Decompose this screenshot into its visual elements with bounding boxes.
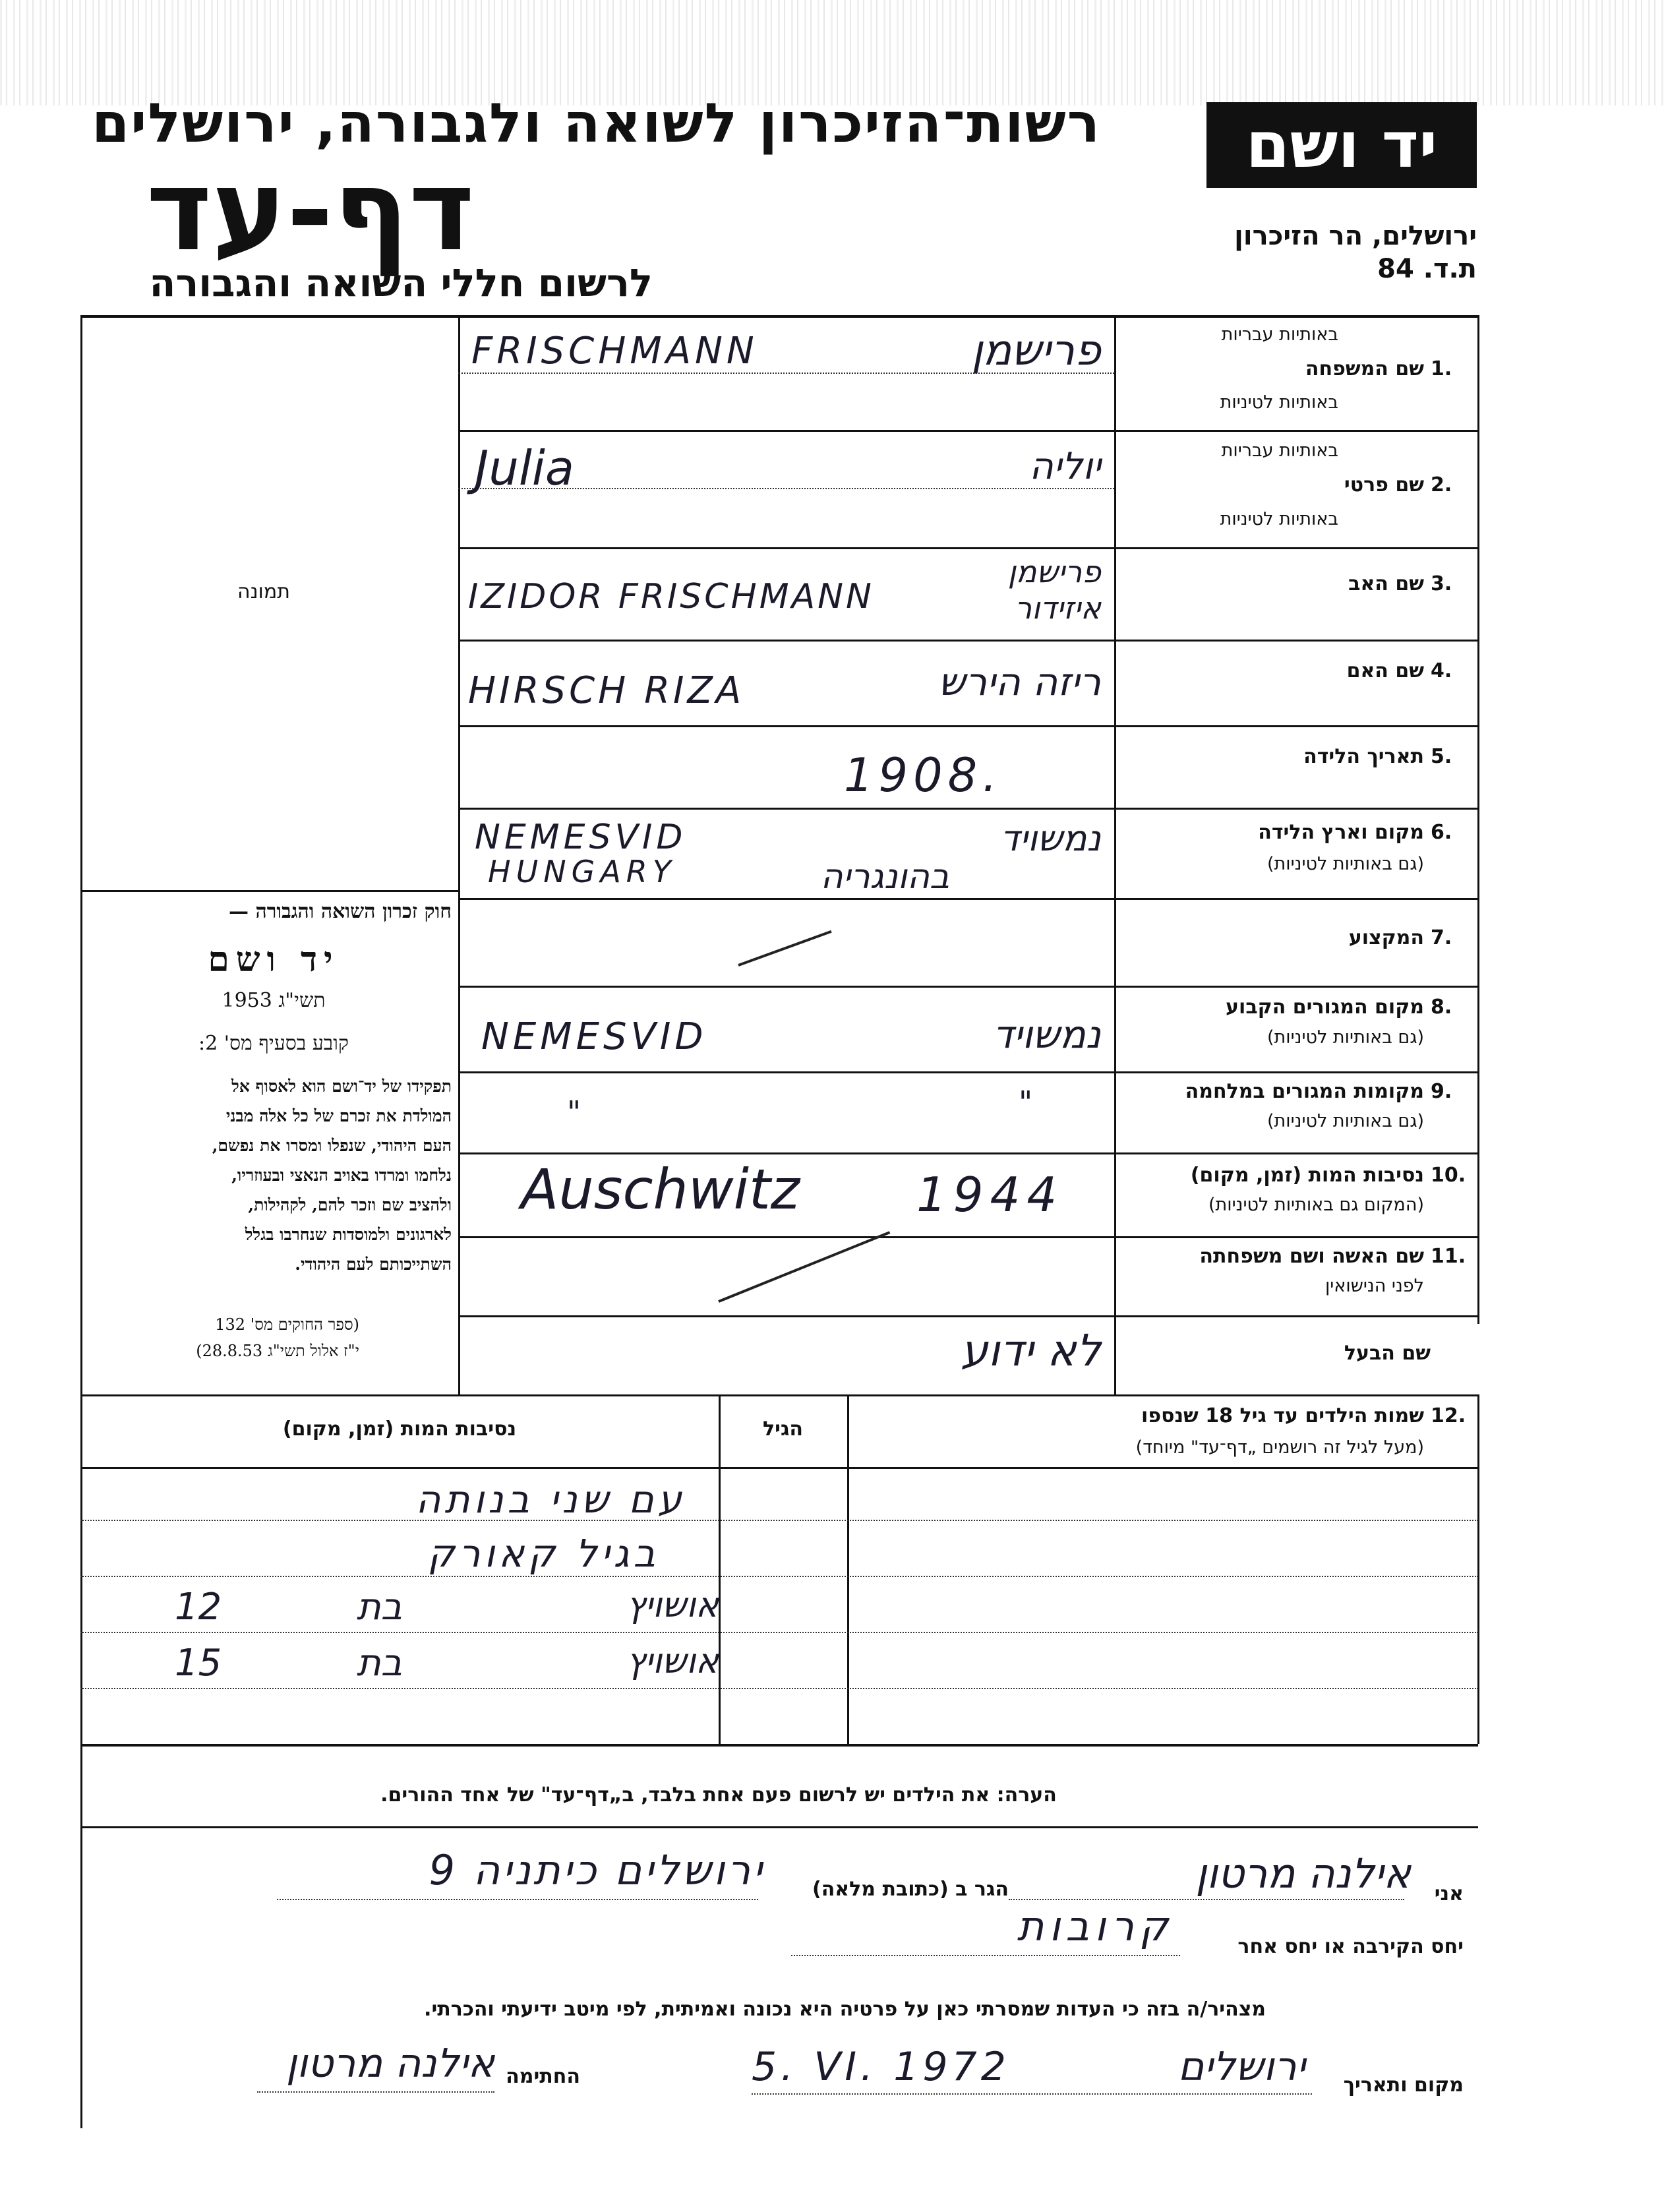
law-line: העם היהודי, שנפלו ומסרו את נפשם, <box>212 1136 452 1155</box>
signature-label: החתימה <box>506 2065 580 2088</box>
f4-num: 4. <box>1431 659 1452 682</box>
declarant-name: אילנה מרטון <box>1195 1849 1411 1898</box>
law-line: השתייכותם לעם היהודי. <box>295 1255 452 1274</box>
declarant-date: 5. VI. 1972 <box>752 2044 1010 2090</box>
child-row4-mark: בת <box>356 1642 402 1685</box>
f7-num: 7. <box>1431 926 1452 949</box>
f10-value: Auschwitz <box>521 1157 800 1222</box>
f3-value-hebrew1: פרישמן <box>1007 554 1101 589</box>
f6-value-hebrew1: נמשויד <box>1000 818 1101 859</box>
row-line-1 <box>458 430 1479 432</box>
f11-label: שם האשה ושם משפחתה <box>1199 1245 1424 1268</box>
child-row3-place: אושויץ <box>626 1586 719 1625</box>
f11-dash-mark <box>718 1231 890 1303</box>
address-line1: ירושלים, הר הזיכרון <box>1234 221 1477 251</box>
f2-value-hebrew: יוליה <box>1029 445 1101 488</box>
authority-title: רשות־הזיכרון לשואה ולגבורה, ירושלים <box>92 92 1101 155</box>
declarant-relation-line <box>791 1955 1180 1956</box>
f9-sub: (גם באותיות לטיניות) <box>1266 1111 1424 1131</box>
law-line: המולדת את זכרם של כל אלה מבני <box>225 1106 452 1125</box>
f1-value-latin: FRISCHMANN <box>471 330 758 373</box>
f5-label: תאריך הלידה <box>1303 745 1424 768</box>
declarant-i-label: אני <box>1434 1882 1464 1905</box>
form-title: דף-עד <box>146 146 475 276</box>
husband-value: לא ידוע <box>961 1325 1101 1376</box>
children-label: שמות הילדים עד גיל 18 שנספו <box>1141 1404 1424 1427</box>
row-line-8 <box>458 1071 1479 1073</box>
law-line: לארגונים ולמוסדות שנחרבו בגלל <box>245 1225 452 1244</box>
form-subtitle: לרשום חללי השואה והגבורה <box>149 260 653 305</box>
child-row3-age: 12 <box>175 1586 222 1629</box>
frame-left <box>80 315 82 2128</box>
f2-sub-heb: באותיות עבריות <box>1221 440 1338 461</box>
children-row-line-3 <box>80 1632 1478 1633</box>
children-col-age: הגיל <box>763 1418 803 1441</box>
place-date-line <box>752 2093 1312 2095</box>
f11-num: 11. <box>1431 1245 1466 1268</box>
note-line <box>80 1826 1478 1828</box>
declarant-name-line <box>1009 1899 1404 1900</box>
photo-label: תמונה <box>237 580 290 603</box>
f6-value-latin2: HUNGARY <box>488 854 676 889</box>
f9-label: מקומות המגורים במלחמה <box>1185 1080 1424 1103</box>
row-line-6 <box>458 898 1479 900</box>
f4-label: שם האם <box>1346 659 1424 682</box>
children-header-line <box>80 1467 1478 1469</box>
children-sub: (מעל לגיל זה רושמים „דף־עד" מיוחד) <box>1135 1437 1424 1458</box>
f7-label: המקצוע <box>1348 926 1424 949</box>
address-line2: ת.ד. 84 <box>1377 254 1477 284</box>
children-col-divider-1 <box>719 1394 721 1744</box>
children-col-death: נסיבות המות (זמן, מקום) <box>282 1418 517 1441</box>
law-source2: י"ז אלול תשי"ג 28.8.53) <box>196 1342 359 1360</box>
f5-num: 5. <box>1431 745 1452 768</box>
f11-sub: לפני הנישואין <box>1324 1276 1424 1296</box>
declarant-relation-label: יחס הקירבה או יחס אחר <box>1237 1935 1464 1958</box>
f8-value-latin: NEMESVID <box>481 1015 707 1058</box>
f10-num: 10. <box>1431 1164 1466 1187</box>
photo-column-divider <box>458 315 460 1396</box>
f8-value-hebrew: נמשויד <box>992 1012 1101 1057</box>
f6-sub: (גם באותיות לטיניות) <box>1266 854 1424 874</box>
declarant-address-line <box>277 1899 758 1900</box>
f3-value-hebrew2: איזידור <box>1015 590 1101 626</box>
f2-label: שם פרטי <box>1344 473 1424 496</box>
f10-sub: (המקום גם באותיות לטיניות) <box>1208 1195 1424 1215</box>
f6-label: מקום וארץ הלידה <box>1258 821 1424 844</box>
law-box-top <box>80 890 460 892</box>
f2-num: 2. <box>1431 473 1452 496</box>
children-row-line-2 <box>80 1576 1478 1577</box>
row-line-4 <box>458 725 1479 727</box>
law-clause: קובע בסעיף מס' 2: <box>198 1032 349 1055</box>
children-row-line-4 <box>80 1688 1478 1689</box>
law-line: תפקידו של יד־ושם הוא לאסוף אל <box>231 1077 452 1096</box>
frame-right-upper <box>1477 315 1479 1324</box>
child-row4-age: 15 <box>175 1642 222 1685</box>
f4-value-hebrew: ריזה הירש <box>938 659 1101 704</box>
place-date-label: מקום ותאריך <box>1343 2074 1464 2097</box>
f5-value: 1908. <box>844 748 1003 802</box>
child-row1-death: עם שני בנותה <box>415 1477 686 1522</box>
f9-value-hebrew: " <box>1019 1085 1033 1120</box>
children-num: 12. <box>1431 1404 1466 1427</box>
f7-dash-mark <box>738 930 831 967</box>
upper-section-bottom <box>80 1394 1478 1396</box>
f6-num: 6. <box>1431 821 1452 844</box>
f6-value-hebrew2: בהונגריה <box>820 857 949 897</box>
declaration-text: מצהיר/ה בזה כי העדות שמסרתי כאן על פרטיה היא נכונה ואמיתית, לפי מיטב ידיעתי והכרתי. <box>424 1998 1266 2021</box>
f4-value-latin: HIRSCH RIZA <box>468 669 745 712</box>
f1-label: שם המשפחה <box>1305 357 1424 380</box>
signature: אילנה מרטון <box>285 2041 494 2087</box>
f9-value-latin: " <box>567 1094 581 1130</box>
child-row4-place: אושויץ <box>626 1642 719 1681</box>
f8-label: מקום המגורים הקבוע <box>1226 996 1424 1019</box>
label-column-divider <box>1114 315 1116 1396</box>
f1-sub-heb: באותיות עבריות <box>1221 324 1338 345</box>
declarant-address: ירושלים כיתניה 9 <box>429 1846 765 1894</box>
row-line-2 <box>458 547 1479 549</box>
f9-num: 9. <box>1431 1080 1452 1103</box>
f2-sub-lat: באותיות לטיניות <box>1220 509 1338 529</box>
law-body <box>99 1071 452 1279</box>
children-table-bottom <box>80 1744 1478 1747</box>
law-year: תשי"ג 1953 <box>222 989 326 1012</box>
children-col-divider-2 <box>847 1394 849 1744</box>
row-line-7 <box>458 986 1479 988</box>
law-source1: (ספר החוקים מס' 132 <box>215 1315 359 1334</box>
f10-value-year: 1944 <box>916 1167 1064 1222</box>
f2-value-latin: Julia <box>475 440 574 496</box>
f10-label: נסיבות המות (זמן, מקום) <box>1190 1164 1424 1187</box>
law-line: ולהציב שם וזכר להם, לקהילות, <box>248 1195 452 1214</box>
signature-line <box>257 2091 494 2093</box>
frame-top <box>80 315 1479 318</box>
declarant-resides-label: הגר ב (כתובת מלאה) <box>812 1878 1009 1901</box>
row-line-11 <box>458 1315 1479 1317</box>
child-row3-mark: בת <box>356 1586 402 1629</box>
children-note: הערה: את הילדים יש לרשום פעם אחת בלבד, ב„דף־עד" של אחד ההורים. <box>380 1783 1057 1807</box>
row-line-10 <box>458 1236 1479 1238</box>
child-row2-death: בגיל קאורק <box>427 1531 659 1576</box>
yad-vashem-logo: יד ושם <box>1206 102 1477 188</box>
law-name: יד ושם <box>208 940 340 980</box>
f1-value-hebrew: פרישמן <box>971 326 1101 375</box>
husband-label: שם הבעל <box>1344 1342 1431 1365</box>
f3-label: שם האב <box>1348 572 1424 595</box>
law-line: נלחמו ומרדו באויב הנאצי ובעוזריו, <box>231 1166 452 1185</box>
row-line-5 <box>458 808 1479 810</box>
f6-value-latin1: NEMESVID <box>475 818 687 857</box>
f1-sub-lat: באותיות לטיניות <box>1220 392 1338 413</box>
f8-sub: (גם באותיות לטיניות) <box>1266 1027 1424 1048</box>
f3-num: 3. <box>1431 572 1452 595</box>
f8-num: 8. <box>1431 996 1452 1019</box>
f3-value-latin: IZIDOR FRISCHMANN <box>468 577 874 616</box>
f1-num: 1. <box>1431 357 1452 380</box>
law-title: חוק זכרון השואה והגבורה — <box>229 900 452 923</box>
declarant-place: ירושלים <box>1177 2044 1305 2090</box>
scan-noise <box>0 0 1666 105</box>
row-line-3 <box>458 640 1479 642</box>
declarant-relation: קרובות <box>1017 1902 1174 1950</box>
frame-right-mid <box>1477 1394 1479 1744</box>
row-line-9 <box>458 1152 1479 1154</box>
